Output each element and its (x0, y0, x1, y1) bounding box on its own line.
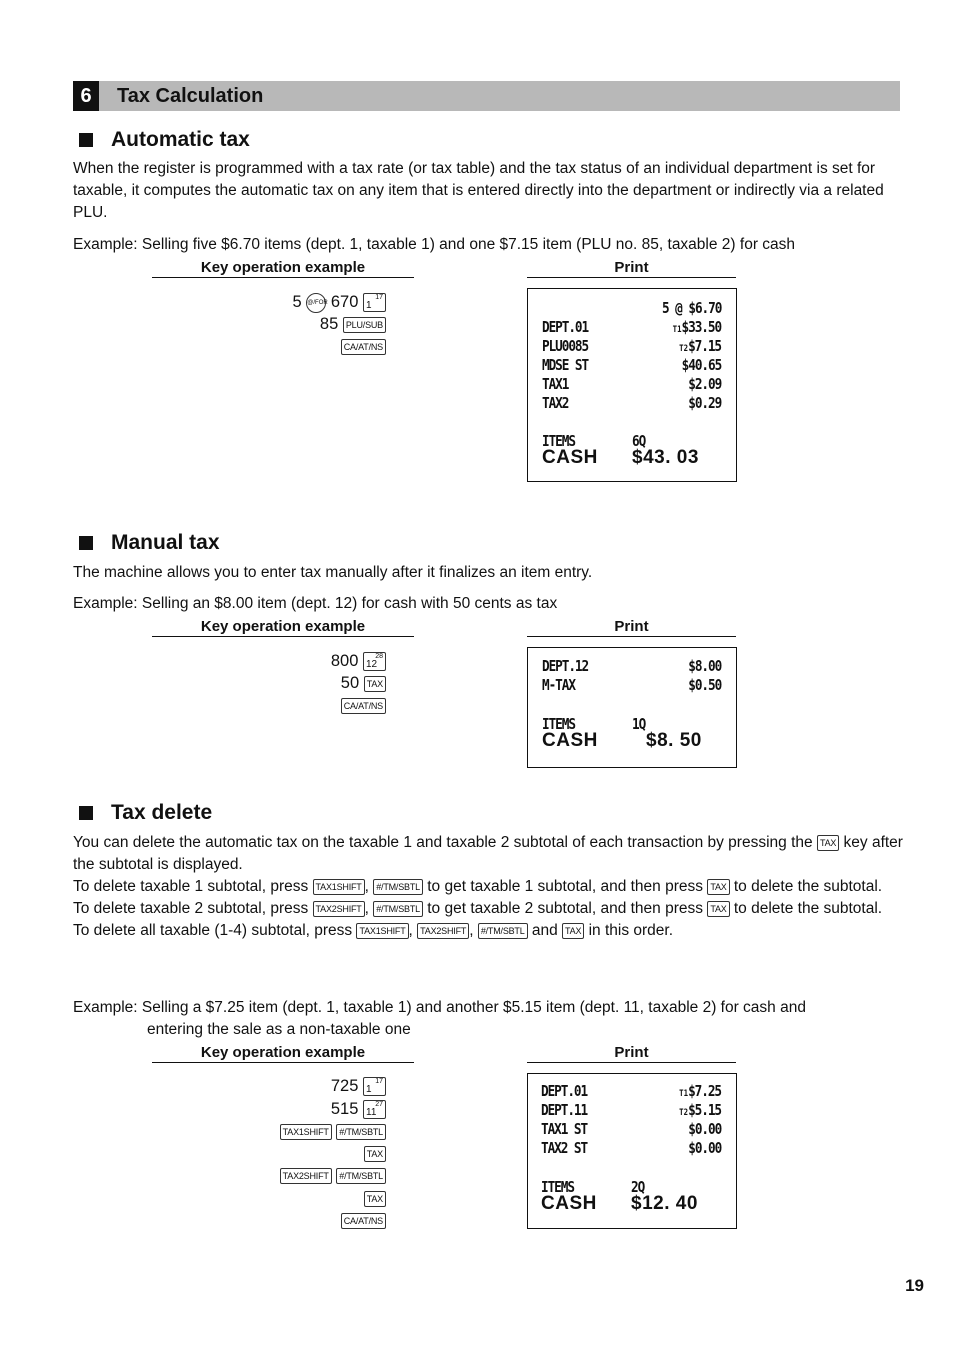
tax1shift-key[interactable]: TAX1SHIFT (356, 923, 408, 939)
dept-1-key[interactable]: 1 17 (363, 293, 386, 312)
receipt-items-label: ITEMS (542, 432, 575, 450)
dept-1-key[interactable]: 1 17 (363, 1077, 386, 1096)
key-line-6 (364, 1187, 386, 1209)
receipt-line: 5 @ $6.70 (661, 299, 721, 317)
section-number: 6 (73, 81, 99, 111)
receipt-line: TAX1 ST (541, 1120, 588, 1138)
tax-key[interactable]: TAX (364, 676, 386, 692)
manual-tax-body: The machine allows you to enter tax manually after it finalizes an item entry. (73, 564, 593, 581)
tax-key[interactable]: TAX (364, 1191, 386, 1207)
receipt-value: $0.00 (688, 1120, 721, 1138)
key-line-4 (364, 1142, 386, 1164)
receipt-line: PLU0085 (542, 337, 589, 355)
key-operation-header: Key operation example (152, 618, 414, 637)
square-bullet-icon (79, 133, 93, 147)
automatic-tax-example: Example: Selling five $6.70 items (dept. 1, taxable 1) and one $7.15 item (PLU no. 85, taxable 2) for cash (73, 236, 796, 253)
key-line-2: 515 11 27 (331, 1098, 386, 1120)
tax-key[interactable]: TAX (707, 879, 729, 895)
receipt-value: T2$5.15 (679, 1101, 721, 1119)
receipt-items-count: 6Q (632, 432, 646, 450)
tax2shift-key[interactable]: TAX2SHIFT (280, 1168, 332, 1184)
square-bullet-icon (79, 536, 93, 550)
receipt-items-count: 2Q (631, 1178, 645, 1196)
receipt-value: $8.00 (688, 657, 721, 675)
key-line-1: 800 12 28 (331, 650, 386, 672)
receipt-line: DEPT.12 (542, 657, 589, 675)
key-line-3 (341, 694, 386, 716)
tax-delete-example: Example: Selling a $7.25 item (dept. 1, taxable 1) and another $5.15 item (dept. 11, taxable 2) for cash and entering the sale as a non-taxable one (73, 999, 806, 1038)
tax-key[interactable]: TAX (707, 901, 729, 917)
key-line-2: 50 TAX (341, 672, 386, 694)
subtotal-key[interactable]: #/TM/SBTL (373, 901, 423, 917)
receipt-value: T1$33.50 (672, 318, 721, 336)
receipt-items-count: 1Q (632, 715, 646, 733)
receipt-value: T2$7.15 (679, 337, 721, 355)
receipt-cash-label: CASH (542, 730, 598, 751)
tax2shift-key[interactable]: TAX2SHIFT (417, 923, 469, 939)
key-line-7 (341, 1209, 386, 1231)
print-header: Print (527, 1044, 736, 1063)
receipt-items-label: ITEMS (541, 1178, 574, 1196)
subtotal-key[interactable]: #/TM/SBTL (478, 923, 528, 939)
key-line-1: 725 1 17 (331, 1075, 386, 1097)
subtotal-key[interactable]: #/TM/SBTL (336, 1168, 386, 1184)
print-header: Print (527, 618, 736, 637)
cash-key[interactable]: CA/AT/NS (341, 339, 386, 355)
tax1shift-key[interactable]: TAX1SHIFT (280, 1124, 332, 1140)
tax-delete-body: You can delete the automatic tax on the taxable 1 and taxable 2 subtotal of each transaction by pressing the TAX key after the subtotal is displayed. To delete taxable 1 subtotal, press TAX1SHIFT , #/TM/SBTL to get taxable 1 subtotal, and then press TAX to delete the subtotal. To delete taxable 2 subtotal, press TAX2SHIFT , #/TM/SBTL to get taxable 2 subtotal, and then press TAX to delete the subtotal. To delete all taxable (1-4) subtotal, press TAX1SHIFT , TAX2SHIFT , #/TM/SBTL and TAX in this order. (73, 834, 903, 939)
receipt-cash-label: CASH (542, 447, 598, 468)
key-line-3 (341, 335, 386, 357)
receipt-line: MDSE ST (542, 356, 589, 374)
dept-11-key[interactable]: 11 27 (363, 1100, 386, 1119)
plu-sub-key[interactable]: PLU/SUB (343, 317, 386, 333)
receipt-value: $40.65 (681, 356, 721, 374)
tax-delete-heading: Tax delete (73, 800, 212, 826)
receipt-line: TAX1 (542, 375, 569, 393)
tax-key[interactable]: TAX (817, 835, 839, 851)
key-line-5 (280, 1164, 386, 1186)
cash-key[interactable]: CA/AT/NS (341, 1213, 386, 1229)
receipt-items-label: ITEMS (542, 715, 575, 733)
receipt-manual-tax (527, 647, 737, 768)
receipt-value: T1$7.25 (679, 1082, 721, 1100)
automatic-tax-body: When the register is programmed with a tax rate (or tax table) and the tax status of an individual department is set for taxable, it computes the automatic tax on any item that is entered directly into the department or indirectly via a related PLU. (73, 160, 884, 221)
receipt-value: $0.00 (688, 1139, 721, 1157)
page-number: 19 (905, 1276, 924, 1295)
subtotal-key[interactable]: #/TM/SBTL (373, 879, 423, 895)
square-bullet-icon (79, 806, 93, 820)
receipt-cash-total: $12. 40 (631, 1193, 698, 1214)
for-key[interactable]: @/FOR (306, 293, 326, 313)
tax2shift-key[interactable]: TAX2SHIFT (313, 901, 365, 917)
section-title: Tax Calculation (117, 85, 264, 107)
receipt-cash-total: $43. 03 (632, 447, 699, 468)
receipt-line: TAX2 ST (541, 1139, 588, 1157)
dept-12-key[interactable]: 12 28 (363, 652, 386, 671)
receipt-automatic-tax (527, 288, 737, 482)
receipt-line: DEPT.01 (542, 318, 589, 336)
receipt-line: M-TAX (542, 676, 575, 694)
receipt-line: DEPT.11 (541, 1101, 588, 1119)
key-operation-header: Key operation example (152, 259, 414, 278)
key-operation-header: Key operation example (152, 1044, 414, 1063)
subtotal-key[interactable]: #/TM/SBTL (336, 1124, 386, 1140)
tax-key[interactable]: TAX (562, 923, 584, 939)
receipt-cash-total: $8. 50 (646, 730, 702, 751)
manual-tax-heading: Manual tax (73, 530, 220, 556)
key-line-1: 5 @/FOR 670 1 17 (293, 291, 387, 313)
receipt-value: $2.09 (688, 375, 721, 393)
receipt-value: $0.50 (688, 676, 721, 694)
receipt-line: DEPT.01 (541, 1082, 588, 1100)
key-line-2: 85 PLU/SUB (320, 313, 386, 335)
tax1shift-key[interactable]: TAX1SHIFT (313, 879, 365, 895)
receipt-tax-delete (527, 1073, 737, 1229)
print-header: Print (527, 259, 736, 278)
cash-key[interactable]: CA/AT/NS (341, 698, 386, 714)
receipt-value: $0.29 (688, 394, 721, 412)
tax-key[interactable]: TAX (364, 1146, 386, 1162)
receipt-line: TAX2 (542, 394, 569, 412)
automatic-tax-heading: Automatic tax (73, 127, 250, 153)
manual-tax-example: Example: Selling an $8.00 item (dept. 12) for cash with 50 cents as tax (73, 595, 558, 612)
key-line-3 (280, 1120, 386, 1142)
receipt-cash-label: CASH (541, 1193, 597, 1214)
